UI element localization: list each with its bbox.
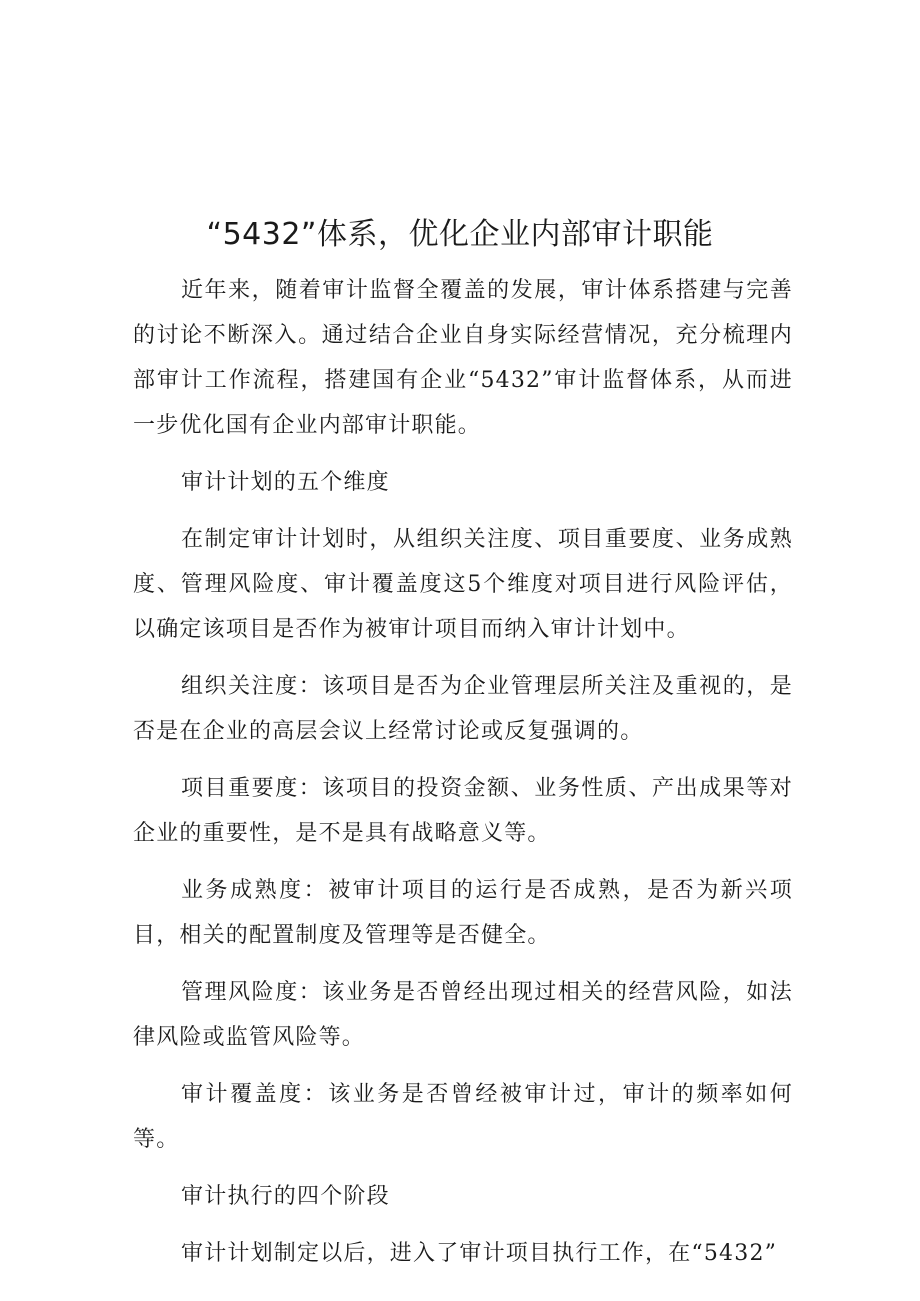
paragraph-organization-attention: 组织关注度：该项目是否为企业管理层所关注及重视的，是否是在企业的高层会议上经常讨论或反复强调的。	[133, 674, 793, 744]
paragraph-plan-dimensions: 在制定审计计划时，从组织关注度、项目重要度、业务成熟度、管理风险度、审计覆盖度这5个维度对项目进行风险评估，以确定该项目是否作为被审计项目而纳入审计计划中。	[133, 527, 793, 642]
section-heading-audit-plan: 审计计划的五个维度	[181, 470, 390, 495]
intro-paragraph: 近年来，随着审计监督全覆盖的发展，审计体系搭建与完善的讨论不断深入。通过结合企业自身实际经营情况，充分梳理内部审计工作流程，搭建国有企业“5432”审计监督体系，从而进一步优化国有企业内部审计职能。	[133, 278, 793, 438]
document-body	[133, 268, 793, 1288]
paragraph-project-importance: 项目重要度：该项目的投资金额、业务性质、产出成果等对企业的重要性，是不是具有战略意义等。	[133, 776, 793, 846]
paragraph-execution-intro: 审计计划制定以后，进入了审计项目执行工作，在“5432”	[181, 1241, 778, 1266]
paragraph-audit-coverage: 审计覆盖度：该业务是否曾经被审计过，审计的频率如何等。	[133, 1082, 793, 1152]
section-heading-audit-execution: 审计执行的四个阶段	[181, 1184, 390, 1209]
document-title: “5432”体系，优化企业内部审计职能	[206, 217, 714, 252]
paragraph-business-maturity: 业务成熟度：被审计项目的运行是否成熟，是否为新兴项目，相关的配置制度及管理等是否健全。	[133, 878, 793, 948]
paragraph-management-risk: 管理风险度：该业务是否曾经出现过相关的经营风险，如法律风险或监管风险等。	[133, 980, 793, 1050]
